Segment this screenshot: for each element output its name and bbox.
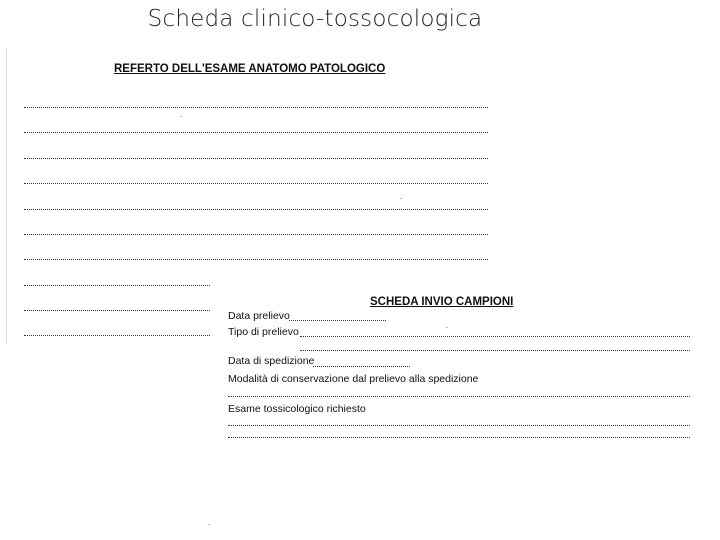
referto-line-8[interactable] <box>24 285 210 286</box>
referto-line-9[interactable] <box>24 310 210 311</box>
data-spedizione-field[interactable] <box>313 366 410 367</box>
page-title: Scheda clinico-tossocologica <box>147 6 483 32</box>
data-spedizione-label: Data di spedizione <box>228 355 315 367</box>
scan-speck <box>400 198 402 199</box>
referto-line-7[interactable] <box>24 259 488 260</box>
referto-line-2[interactable] <box>24 132 488 133</box>
referto-line-5[interactable] <box>24 209 488 210</box>
scanned-form <box>6 48 706 448</box>
esame-tossicologico-field-1[interactable] <box>228 425 690 426</box>
scheda-heading: SCHEDA INVIO CAMPIONI <box>370 296 514 308</box>
tipo-prelievo-label: Tipo di prelievo <box>228 326 299 338</box>
referto-heading: REFERTO DELL'ESAME ANATOMO PATOLOGICO <box>114 63 386 75</box>
tipo-prelievo-field[interactable] <box>300 336 690 337</box>
referto-line-10[interactable] <box>24 335 210 336</box>
data-prelievo-field[interactable] <box>289 320 386 321</box>
modalita-conservazione-field[interactable] <box>228 396 690 397</box>
referto-line-4[interactable] <box>24 183 488 184</box>
scan-speck <box>446 327 448 328</box>
scan-edge <box>6 48 7 344</box>
referto-line-6[interactable] <box>24 234 488 235</box>
referto-line-1[interactable] <box>24 107 488 108</box>
scan-speck <box>208 524 210 525</box>
data-prelievo-label: Data prelievo <box>228 310 290 322</box>
modalita-conservazione-label: Modalità di conservazione dal prelievo alla spedizione <box>228 373 479 385</box>
esame-tossicologico-label: Esame tossicologico richiesto <box>228 403 366 415</box>
referto-line-3[interactable] <box>24 158 488 159</box>
esame-tossicologico-field-2[interactable] <box>228 437 690 438</box>
scan-speck <box>180 116 182 117</box>
tipo-prelievo-field-continued[interactable] <box>300 350 690 351</box>
